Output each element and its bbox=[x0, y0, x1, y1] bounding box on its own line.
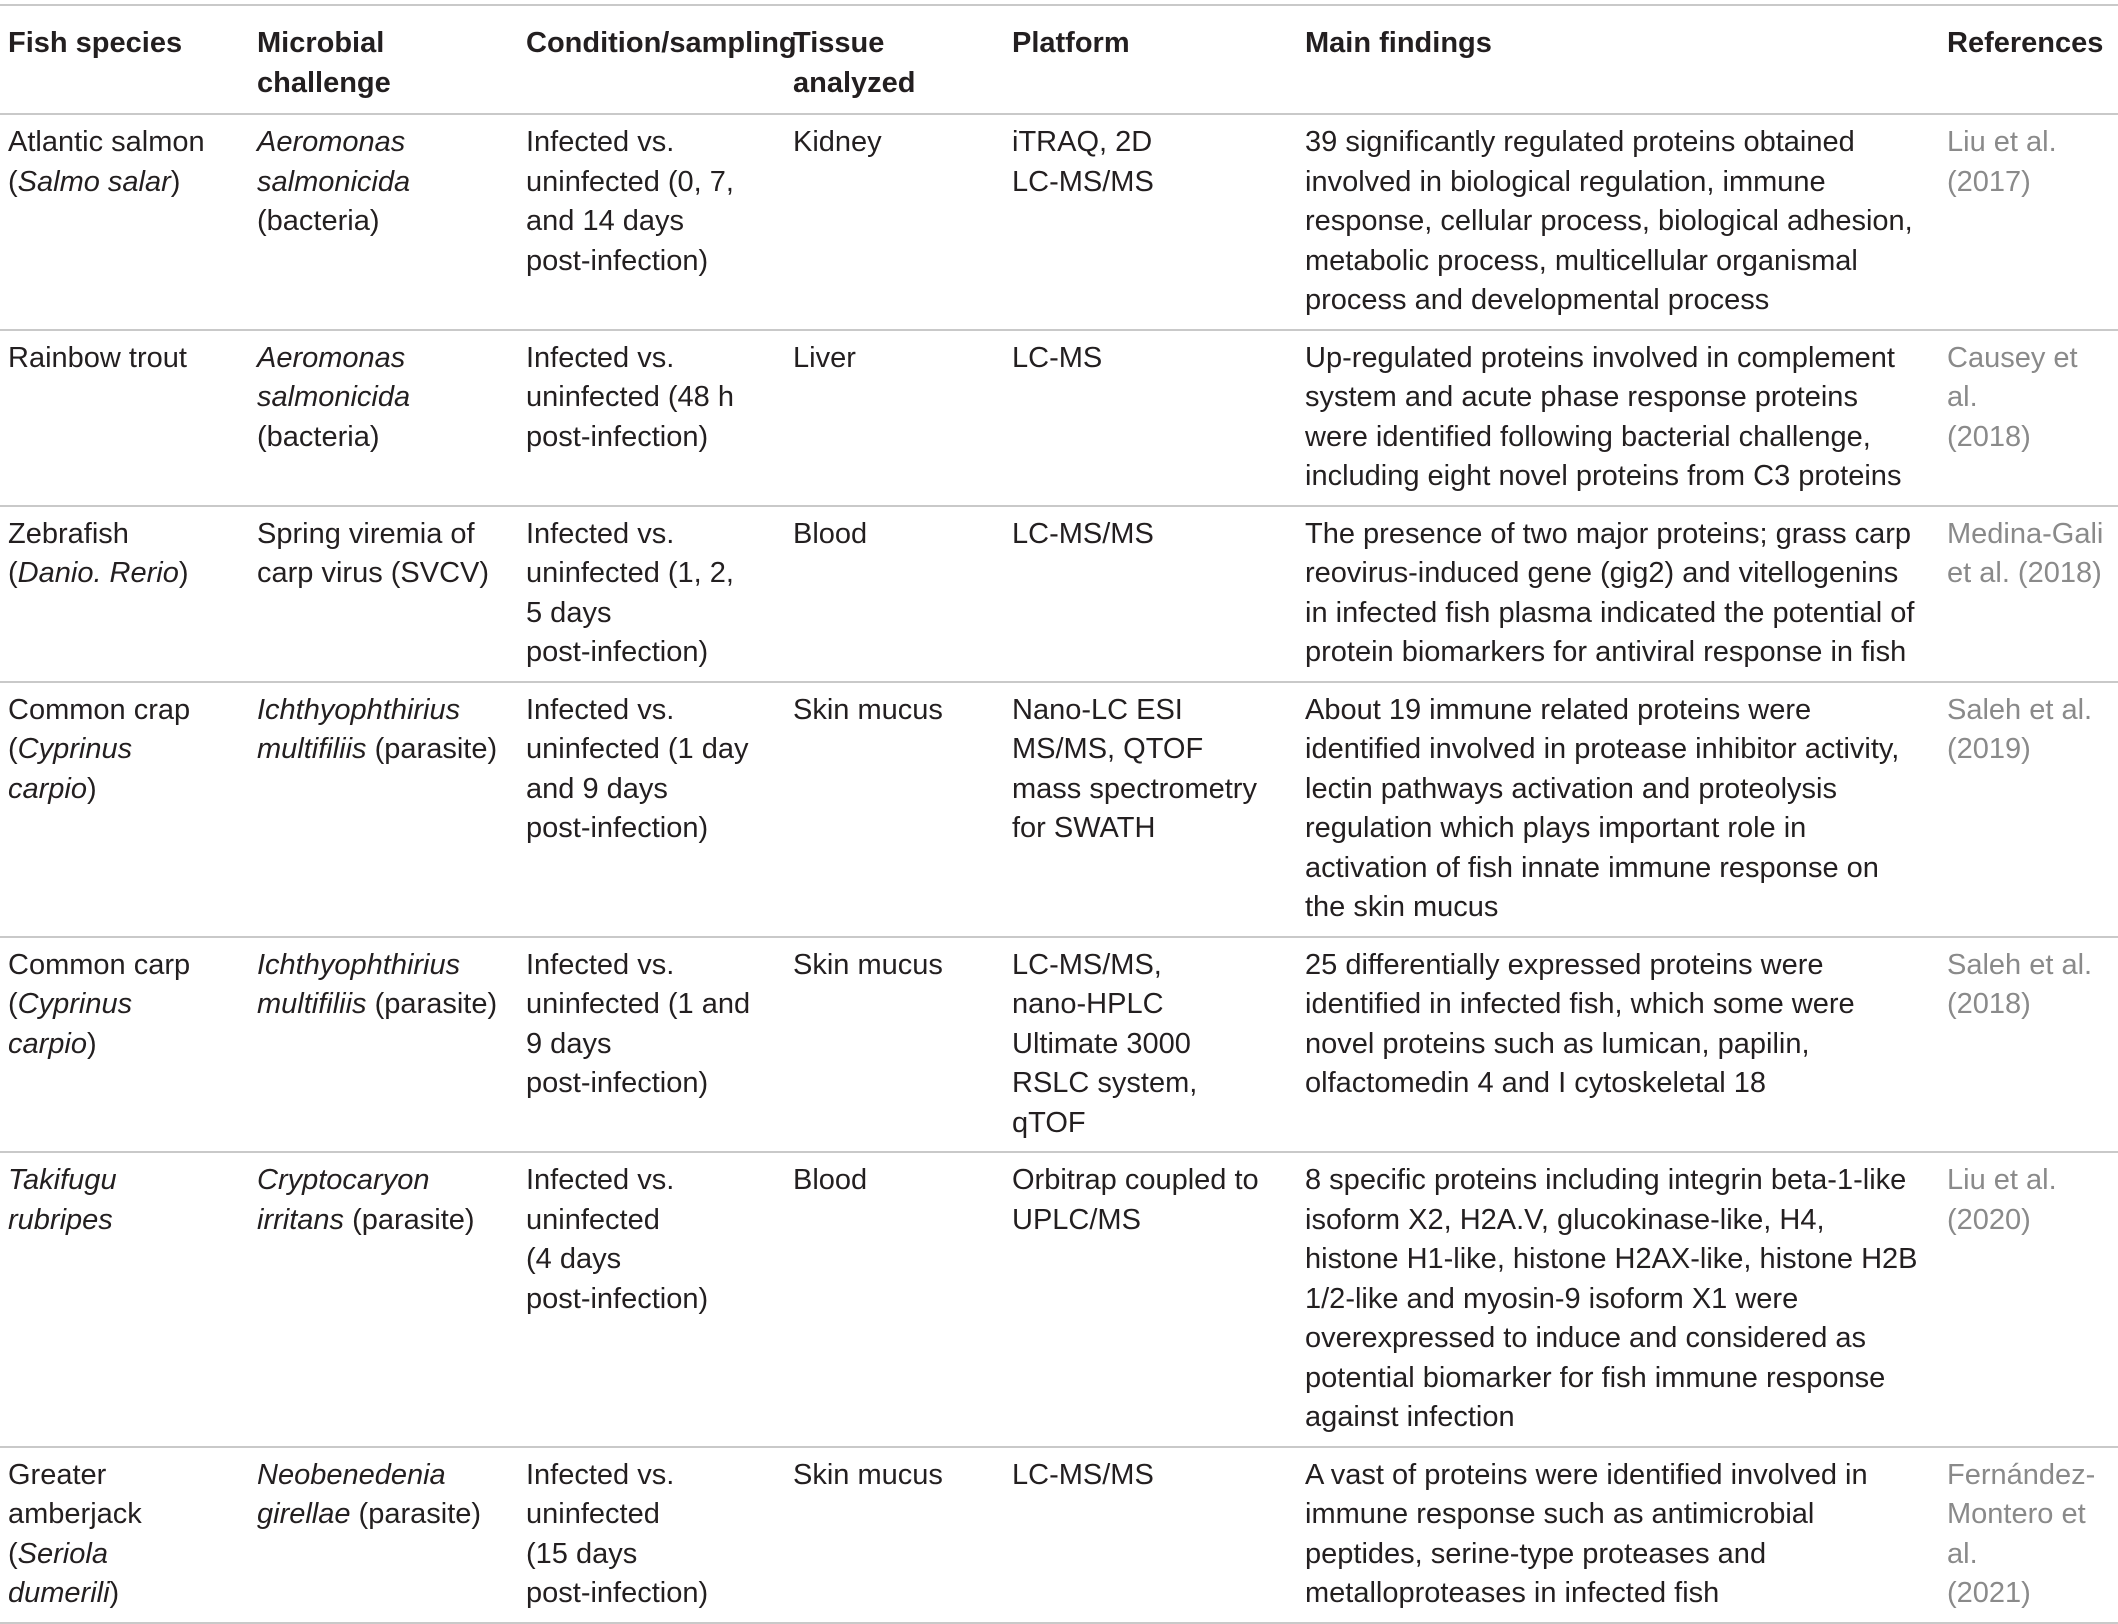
header-tissue-analyzed: Tissue analyzed bbox=[793, 27, 916, 99]
cell-condition-sampling: Infected vs. uninfected (1, 2, 5 days post-infection) bbox=[526, 517, 734, 668]
cell-fish-species bbox=[0, 506, 249, 682]
cell-fish-species-text: Salmo salar bbox=[17, 165, 171, 198]
cell-microbial-challenge bbox=[249, 682, 518, 937]
cell-platform: LC-MS/MS, nano-HPLC Ultimate 3000 RSLC system, qTOF bbox=[1012, 948, 1198, 1139]
header-row bbox=[0, 5, 2118, 114]
cell-reference: Causey et al. (2018) bbox=[1947, 341, 2078, 453]
header-microbial-challenge: Microbial challenge bbox=[257, 27, 391, 99]
cell-platform: LC-MS bbox=[1012, 341, 1103, 374]
cell-reference: Saleh et al. (2019) bbox=[1947, 693, 2093, 765]
cell-microbial-challenge-text: Aeromonas salmonicida bbox=[257, 126, 411, 198]
cell-fish-species-text: Common carp ( bbox=[8, 948, 191, 1020]
header-condition-sampling: Condition/sampling bbox=[526, 27, 797, 59]
header-platform: Platform bbox=[1012, 27, 1130, 59]
cell-fish-species-text: ) bbox=[109, 1577, 120, 1609]
cell-condition-sampling: Infected vs. uninfected (48 h post-infection) bbox=[526, 341, 734, 453]
cell-fish-species bbox=[0, 937, 249, 1153]
cell-fish-species-text: Takifugu rubripes bbox=[8, 1164, 117, 1236]
cell-fish-species-text: Common crap ( bbox=[8, 693, 191, 765]
table-row bbox=[0, 330, 2118, 506]
cell-fish-species-text: Cyprinus carpio bbox=[8, 988, 133, 1060]
cell-main-findings: Up-regulated proteins involved in complement system and acute phase response proteins were identified following bacterial challenge, including eight novel proteins from C3 proteins bbox=[1305, 341, 1902, 492]
cell-microbial-challenge-text: Spring viremia of carp virus (SVCV) bbox=[257, 517, 490, 589]
cell-tissue-analyzed: Blood bbox=[793, 517, 868, 550]
cell-microbial-challenge-text: (parasite) bbox=[350, 1498, 482, 1530]
cell-condition-sampling: Infected vs. uninfected (0, 7, and 14 days post-infection) bbox=[526, 126, 734, 277]
cell-tissue-analyzed: Skin mucus bbox=[793, 1458, 943, 1491]
cell-platform: Orbitrap coupled to UPLC/MS bbox=[1012, 1164, 1259, 1236]
cell-fish-species bbox=[0, 330, 249, 506]
cell-reference: Medina-Gali et al. (2018) bbox=[1947, 517, 2104, 589]
cell-platform: LC-MS/MS bbox=[1012, 517, 1154, 550]
cell-main-findings: 8 specific proteins including integrin beta-1-like isoform X2, H2A.V, glucokinase-like, H4, histone H1-like, histone H2AX-like, histone H2B 1/2-like and myosin-9 isoform X1 were overexpressed to induce and considered as potential biomarker for fish immune response against infection bbox=[1305, 1164, 1918, 1433]
cell-microbial-challenge bbox=[249, 1152, 518, 1447]
cell-fish-species-text: Atlantic salmon ( bbox=[8, 126, 205, 198]
cell-microbial-challenge-text: (parasite) bbox=[344, 1203, 475, 1236]
cell-microbial-challenge-text: (parasite) bbox=[366, 988, 498, 1020]
header-main-findings: Main findings bbox=[1305, 27, 1492, 59]
table-row bbox=[0, 682, 2118, 937]
cell-fish-species-text: ) bbox=[87, 1027, 97, 1060]
cell-main-findings: 25 differentially expressed proteins were identified in infected fish, which some were novel proteins such as lumican, papilin, olfactomedin 4 and I cytoskeletal 18 bbox=[1305, 948, 1855, 1099]
cell-fish-species bbox=[0, 114, 249, 330]
table-row bbox=[0, 114, 2118, 330]
cell-condition-sampling: Infected vs. uninfected (1 and 9 days post-infection) bbox=[526, 948, 751, 1099]
cell-microbial-challenge bbox=[249, 937, 518, 1153]
cell-reference: Saleh et al. (2018) bbox=[1947, 948, 2093, 1020]
table-body bbox=[0, 114, 2118, 1623]
cell-fish-species-text: ) bbox=[87, 772, 97, 805]
table-row bbox=[0, 1447, 2118, 1623]
table-row bbox=[0, 937, 2118, 1153]
cell-condition-sampling: Infected vs. uninfected (1 day and 9 days post-infection) bbox=[526, 693, 749, 844]
table-row bbox=[0, 506, 2118, 682]
cell-fish-species-text: Danio. Rerio bbox=[17, 557, 179, 589]
cell-microbial-challenge bbox=[249, 114, 518, 330]
cell-reference: Liu et al. (2020) bbox=[1947, 1164, 2057, 1236]
cell-microbial-challenge-text: (bacteria) bbox=[257, 420, 380, 453]
cell-tissue-analyzed: Kidney bbox=[793, 126, 882, 158]
cell-fish-species-text: Rainbow trout bbox=[8, 341, 187, 374]
cell-platform: Nano-LC ESI MS/MS, QTOF mass spectrometry for SWATH bbox=[1012, 693, 1257, 844]
cell-fish-species-text: Greater amberjack ( bbox=[8, 1458, 142, 1570]
cell-microbial-challenge-text: Neobenedenia girellae bbox=[257, 1458, 446, 1530]
cell-fish-species-text: ) bbox=[178, 557, 189, 589]
cell-platform: iTRAQ, 2D LC-MS/MS bbox=[1012, 126, 1154, 198]
cell-tissue-analyzed: Skin mucus bbox=[793, 948, 943, 981]
cell-fish-species-text: Zebrafish ( bbox=[8, 517, 129, 589]
cell-microbial-challenge bbox=[249, 1447, 518, 1623]
cell-microbial-challenge-text: Cryptocaryon irritans bbox=[257, 1164, 430, 1236]
cell-platform: LC-MS/MS bbox=[1012, 1458, 1154, 1491]
cell-microbial-challenge-text: Ichthyophthirius multifiliis bbox=[257, 693, 461, 765]
cell-main-findings: About 19 immune related proteins were identified involved in protease inhibitor activity, lectin pathways activation and proteolysis regulation which plays important role in activation of fish innate immune response on the skin mucus bbox=[1305, 693, 1900, 923]
cell-microbial-challenge-text: (parasite) bbox=[366, 733, 498, 765]
cell-reference: Fernández- Montero et al. (2021) bbox=[1947, 1458, 2096, 1609]
cell-tissue-analyzed: Blood bbox=[793, 1164, 868, 1196]
cell-microbial-challenge bbox=[249, 330, 518, 506]
header-fish-species: Fish species bbox=[8, 27, 183, 59]
cell-condition-sampling: Infected vs. uninfected (15 days post-infection) bbox=[526, 1458, 709, 1609]
cell-microbial-challenge-text: (bacteria) bbox=[257, 205, 380, 237]
cell-fish-species bbox=[0, 1447, 249, 1623]
cell-condition-sampling: Infected vs. uninfected (4 days post-infection) bbox=[526, 1164, 709, 1315]
cell-microbial-challenge-text: Ichthyophthirius multifiliis bbox=[257, 948, 461, 1020]
cell-fish-species bbox=[0, 1152, 249, 1447]
cell-main-findings: The presence of two major proteins; grass carp reovirus-induced gene (gig2) and vitellogenins in infected fish plasma indicated the potential of protein biomarkers for antiviral response in fish bbox=[1305, 517, 1915, 668]
cell-fish-species-text: Cyprinus carpio bbox=[8, 733, 133, 805]
header-references: References bbox=[1947, 27, 2104, 59]
cell-microbial-challenge-text: Aeromonas salmonicida bbox=[257, 341, 411, 413]
cell-main-findings: A vast of proteins were identified involved in immune response such as antimicrobial peptides, serine-type proteases and metalloproteases in infected fish bbox=[1305, 1458, 1868, 1609]
cell-microbial-challenge bbox=[249, 506, 518, 682]
cell-fish-species-text: ) bbox=[170, 165, 181, 198]
cell-fish-species bbox=[0, 682, 249, 937]
cell-tissue-analyzed: Liver bbox=[793, 341, 856, 374]
table-row bbox=[0, 1152, 2118, 1447]
cell-reference: Liu et al. (2017) bbox=[1947, 126, 2057, 198]
cell-tissue-analyzed: Skin mucus bbox=[793, 693, 943, 726]
cell-fish-species-text: Seriola dumerili bbox=[8, 1537, 110, 1609]
cell-main-findings: 39 significantly regulated proteins obtained involved in biological regulation, immune response, cellular process, biological adhesion, metabolic process, multicellular organismal process and developmental process bbox=[1305, 126, 1913, 316]
proteomics-table bbox=[0, 4, 2118, 1624]
